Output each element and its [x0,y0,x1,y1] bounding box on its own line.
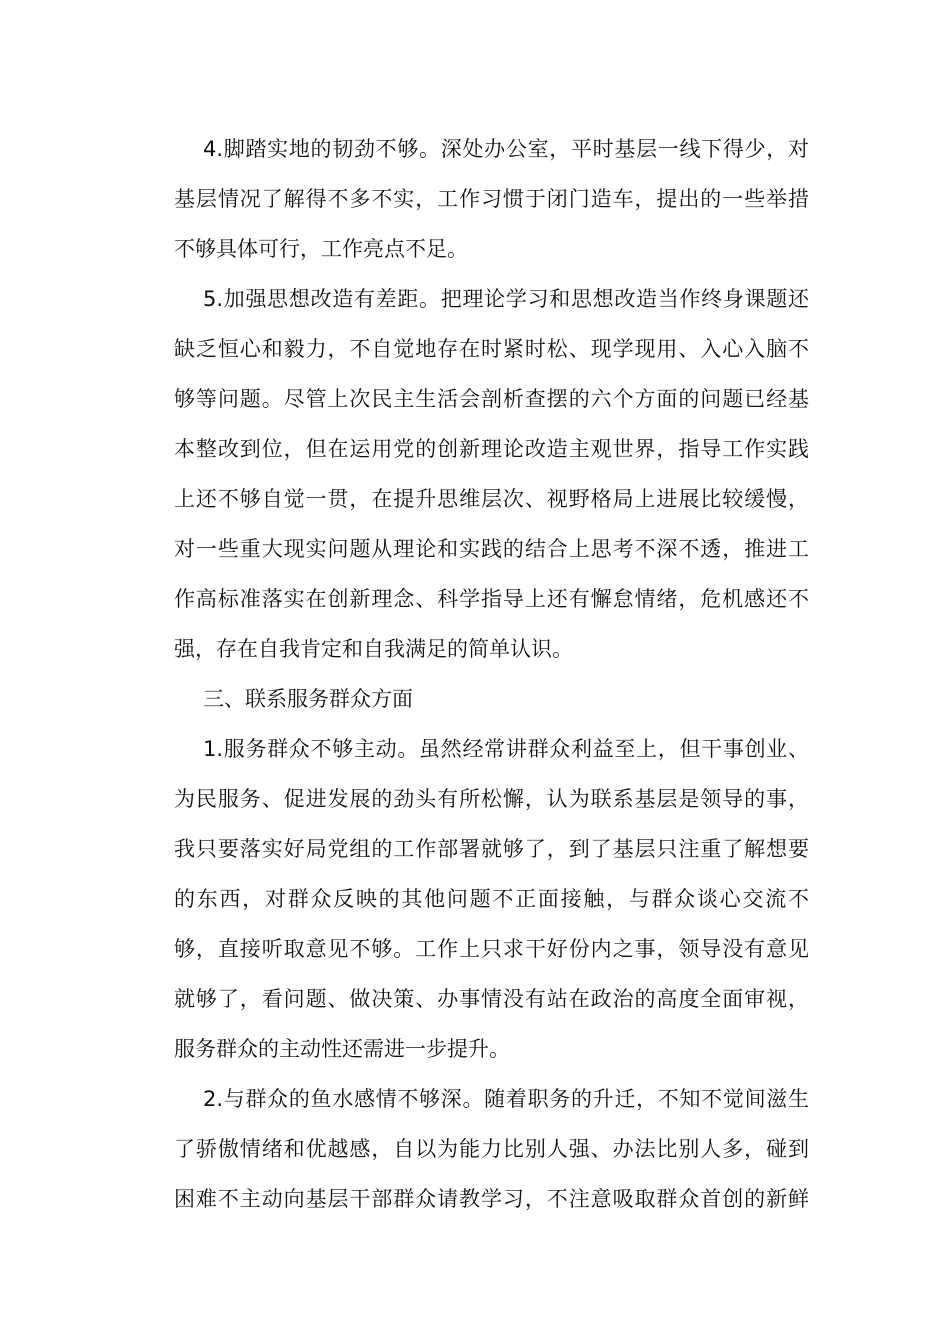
text-line: 缺乏恒心和毅力，不自觉地存在时紧时松、现学现用、入心入脑不 [174,337,809,361]
text-line: 了骄傲情绪和优越感，自以为能力比别人强、办法比别人多，碰到 [174,1137,809,1161]
text-line: 对一些重大现实问题从理论和实践的结合上思考不深不透，推进工 [174,537,809,561]
text-line: 就够了，看问题、做决策、办事情没有站在政治的高度全面审视， [174,987,809,1011]
text-line: 4.脚踏实地的韧劲不够。深处办公室，平时基层一线下得少，对 [203,137,809,161]
text-line: 为民服务、促进发展的劲头有所松懈，认为联系基层是领导的事， [174,787,809,811]
text-line: 基层情况了解得不多不实，工作习惯于闭门造车，提出的一些举措 [174,187,809,211]
heading-text: 三、联系服务群众方面 [203,687,413,711]
paragraph-item-3-2 [145,1074,809,1224]
section-heading-3 [145,674,809,724]
text-line: 本整改到位，但在运用党的创新理论改造主观世界，指导工作实践 [174,437,809,461]
text-line: 不够具体可行，工作亮点不足。 [174,237,468,261]
text-line: 够等问题。尽管上次民主生活会剖析查摆的六个方面的问题已经基 [174,387,809,411]
text-line: 作高标准落实在创新理念、科学指导上还有懈怠情绪，危机感还不 [174,587,809,611]
text-line: 够，直接听取意见不够。工作上只求干好份内之事，领导没有意见 [174,937,809,961]
text-line: 1.服务群众不够主动。虽然经常讲群众利益至上，但干事创业、 [203,737,809,761]
text-line: 我只要落实好局党组的工作部署就够了，到了基层只注重了解想要 [174,837,809,861]
text-line: 的东西，对群众反映的其他问题不正面接触，与群众谈心交流不 [174,887,809,911]
text-line: 困难不主动向基层干部群众请教学习，不注意吸取群众首创的新鲜 [174,1187,809,1211]
document-body [145,124,809,1224]
text-line: 5.加强思想改造有差距。把理论学习和思想改造当作终身课题还 [203,287,809,311]
paragraph-item-3-1 [145,724,809,1074]
paragraph-item-5 [145,274,809,674]
text-line: 上还不够自觉一贯，在提升思维层次、视野格局上进展比较缓慢， [174,487,809,511]
text-line: 强，存在自我肯定和自我满足的简单认识。 [174,637,573,661]
text-line: 2.与群众的鱼水感情不够深。随着职务的升迁，不知不觉间滋生 [203,1087,809,1111]
paragraph-item-4 [145,124,809,274]
text-line: 服务群众的主动性还需进一步提升。 [174,1037,510,1061]
